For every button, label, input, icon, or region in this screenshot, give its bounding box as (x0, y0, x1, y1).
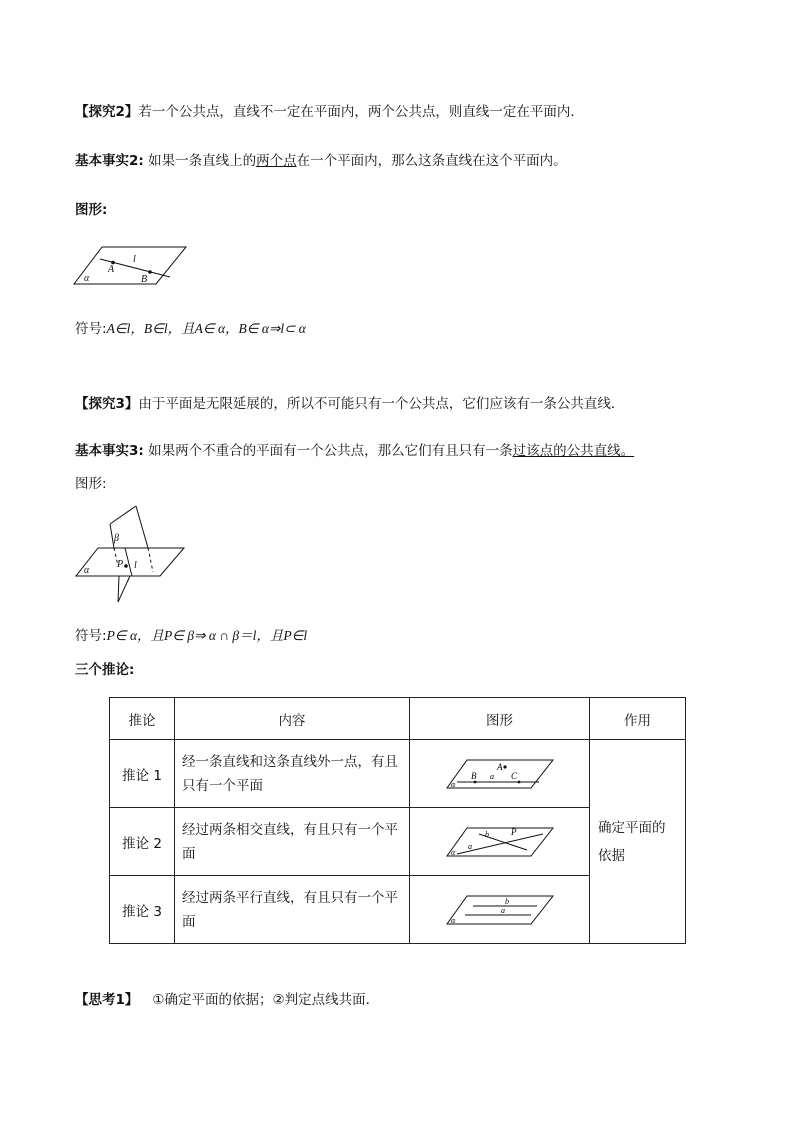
plane-beta-top-edge (110, 506, 136, 524)
label-a: a (467, 841, 472, 851)
label-a: a (500, 905, 505, 915)
table-header-row (110, 698, 686, 740)
symbol1-prefix: 符号: (75, 321, 107, 337)
label-beta: β (114, 533, 119, 544)
think1-paragraph (75, 988, 370, 1008)
label-alpha: α (450, 847, 455, 857)
corollary-figure-cell (410, 808, 590, 876)
label-b: B (141, 274, 148, 285)
plane-beta-right-hidden (148, 548, 153, 572)
point-p-dot (124, 564, 128, 568)
explore3-paragraph (75, 392, 624, 412)
header-cell: 推论 (110, 698, 175, 740)
table-row (110, 740, 686, 808)
fact3-emphasis: 过该点的公共直线。 (512, 443, 635, 459)
plane-alpha-shape (74, 247, 186, 284)
label-a-upper: A (496, 761, 502, 772)
label-l: l (133, 254, 136, 265)
corollaries-title: 三个推论: (75, 662, 135, 678)
label-a-lower: a (489, 771, 494, 781)
label-alpha: α (450, 915, 455, 925)
think1-tag: 【思考1】 (75, 992, 139, 1008)
point-b-dot (473, 780, 476, 783)
header-cell: 图形 (410, 698, 590, 740)
corollary-use: 确定平面的依据 (590, 740, 686, 944)
label-alpha: α (84, 273, 90, 284)
corollary-figure-cell (410, 740, 590, 808)
symbol2-paragraph (75, 624, 307, 644)
label-p: P (510, 826, 516, 837)
label-alpha: α (450, 779, 455, 789)
explore2-tag: 【探究2】 (75, 104, 139, 120)
point-a-dot (503, 765, 506, 768)
fact2-paragraph (75, 149, 567, 169)
parallel-lines-figure (445, 894, 555, 926)
fact3-label: 基本事实3: (75, 443, 144, 459)
plane-line-figure (72, 244, 190, 288)
explore2-paragraph (75, 100, 584, 120)
plane-shape (447, 828, 553, 856)
corollary-figure-cell (410, 876, 590, 944)
header-cell: 作用 (590, 698, 686, 740)
fact3-paragraph (75, 439, 634, 459)
intersection-line-l (125, 548, 132, 576)
corollary-content: 经一条直线和这条直线外一点，有且只有一个平面 (175, 740, 410, 808)
corollary-name: 推论 1 (110, 740, 175, 808)
symbol2-formula: P∈ α，且P∈ β⇒ α ∩ β＝l，且P∈l (106, 628, 308, 643)
label-alpha: α (84, 565, 90, 576)
fact2-label: 基本事实2: (75, 153, 144, 169)
symbol1-paragraph (75, 317, 306, 337)
point-b-dot (148, 270, 152, 274)
plane-shape (447, 896, 553, 924)
corollaries-table (109, 697, 686, 944)
explore2-text: 若一个公共点，直线不一定在平面内，两个公共点，则直线一定在平面内． (138, 104, 584, 120)
fact3-pre: 如果两个不重合的平面有一个公共点，那么它们有且只有一条 (143, 443, 513, 459)
explore3-text: 由于平面是无限延展的，所以不可能只有一个公共点，它们应该有一条公共直线． (138, 396, 625, 412)
label-a: A (108, 264, 115, 275)
symbol1-formula: A∈l，B∈l，且A∈ α，B∈ α⇒l⊂ α (106, 321, 306, 336)
corollary-content: 经过两条相交直线，有且只有一个平面 (175, 808, 410, 876)
label-p: P (117, 559, 124, 570)
symbol2-prefix: 符号: (75, 628, 107, 644)
corollary-content: 经过两条平行直线，有且只有一个平面 (175, 876, 410, 944)
think1-text: ①确定平面的依据；②判定点线共面. (152, 992, 370, 1008)
label-l: l (134, 560, 137, 571)
fact2-post: 在一个平面内，那么这条直线在这个平面内。 (296, 153, 567, 169)
point-c-dot (517, 780, 520, 783)
label-b: b (504, 896, 509, 906)
plane-alpha-shape (76, 548, 184, 576)
corollary-name: 推论 3 (110, 876, 175, 944)
plane-beta-bottom-left-edge (118, 576, 119, 602)
plane-beta-bottom-edge (118, 576, 130, 602)
line-and-point-figure (445, 758, 555, 790)
figure-label-2: 图形: (75, 476, 107, 492)
label-c: C (510, 770, 517, 781)
plane-beta-right-edge (136, 506, 148, 548)
explore3-tag: 【探究3】 (75, 396, 139, 412)
label-b: b (484, 829, 489, 839)
two-planes-figure (74, 504, 186, 604)
header-cell: 内容 (175, 698, 410, 740)
figure-label-1: 图形: (75, 202, 108, 218)
intersecting-lines-figure (445, 826, 555, 858)
corollary-name: 推论 2 (110, 808, 175, 876)
fact2-emphasis: 两个点 (256, 153, 297, 169)
fact2-pre: 如果一条直线上的 (143, 153, 257, 169)
label-b: B (470, 770, 476, 781)
